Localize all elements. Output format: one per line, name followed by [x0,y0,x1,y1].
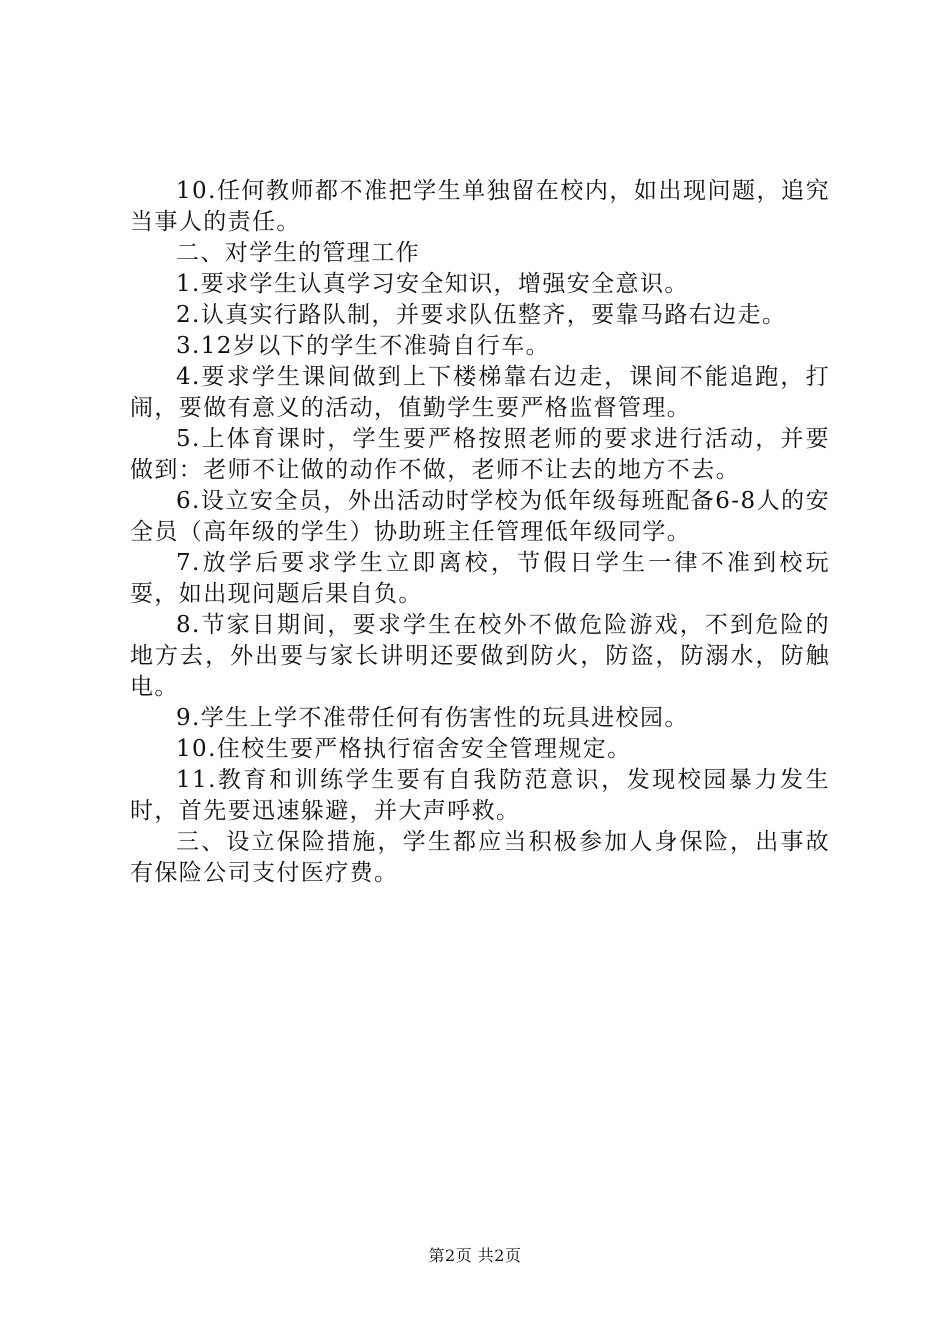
paragraph-student-rule-3: 3.12岁以下的学生不准骑自行车。 [176,333,551,359]
paragraph-student-rule-2: 2.认真实行路队制，并要求队伍整齐，要靠马路右边走。 [176,302,787,328]
paragraph-student-rule-8: 8.节家日期间，要求学生在校外不做危险游戏，不到危险的地方去，外出要与家长讲明还要做到防火，防盗，防溺水，防触电。 [130,612,830,700]
paragraph-student-rule-7: 7.放学后要求学生立即离校，节假日学生一律不准到校玩耍，如出现问题后果自负。 [130,550,830,607]
paragraph-student-rule-1: 1.要求学生认真学习安全知识，增强安全意识。 [176,271,689,297]
paragraph-student-rule-9: 9.学生上学不准带任何有伤害性的玩具进校园。 [176,705,689,731]
section-heading-insurance: 三、设立保险措施，学生都应当积极参加人身保险，出事故有保险公司支付医疗费。 [130,829,830,886]
paragraph-student-rule-4: 4.要求学生课间做到上下楼梯靠右边走，课间不能追跑，打闹，要做有意义的活动，值勤学生要严格监督管理。 [130,364,830,421]
section-heading-student-management: 二、对学生的管理工作 [176,240,420,266]
paragraph-teacher-rule-10: 10.任何教师都不准把学生单独留在校内，如出现问题，追究当事人的责任。 [130,178,830,235]
page-number: 第2页 共2页 [428,1246,522,1265]
paragraph-student-rule-11: 11.教育和训练学生要有自我防范意识，发现校园暴力发生时，首先要迅速躲避，并大声呼救。 [130,767,830,824]
paragraph-student-rule-6: 6.设立安全员，外出活动时学校为低年级每班配备6-8人的安全员（高年级的学生）协助班主任管理低年级同学。 [130,488,830,545]
document-body [130,176,830,889]
paragraph-student-rule-5: 5.上体育课时，学生要严格按照老师的要求进行活动，并要做到：老师不让做的动作不做，老师不让去的地方不去。 [130,426,830,483]
paragraph-student-rule-10: 10.住校生要严格执行宿舍安全管理规定。 [176,736,632,762]
